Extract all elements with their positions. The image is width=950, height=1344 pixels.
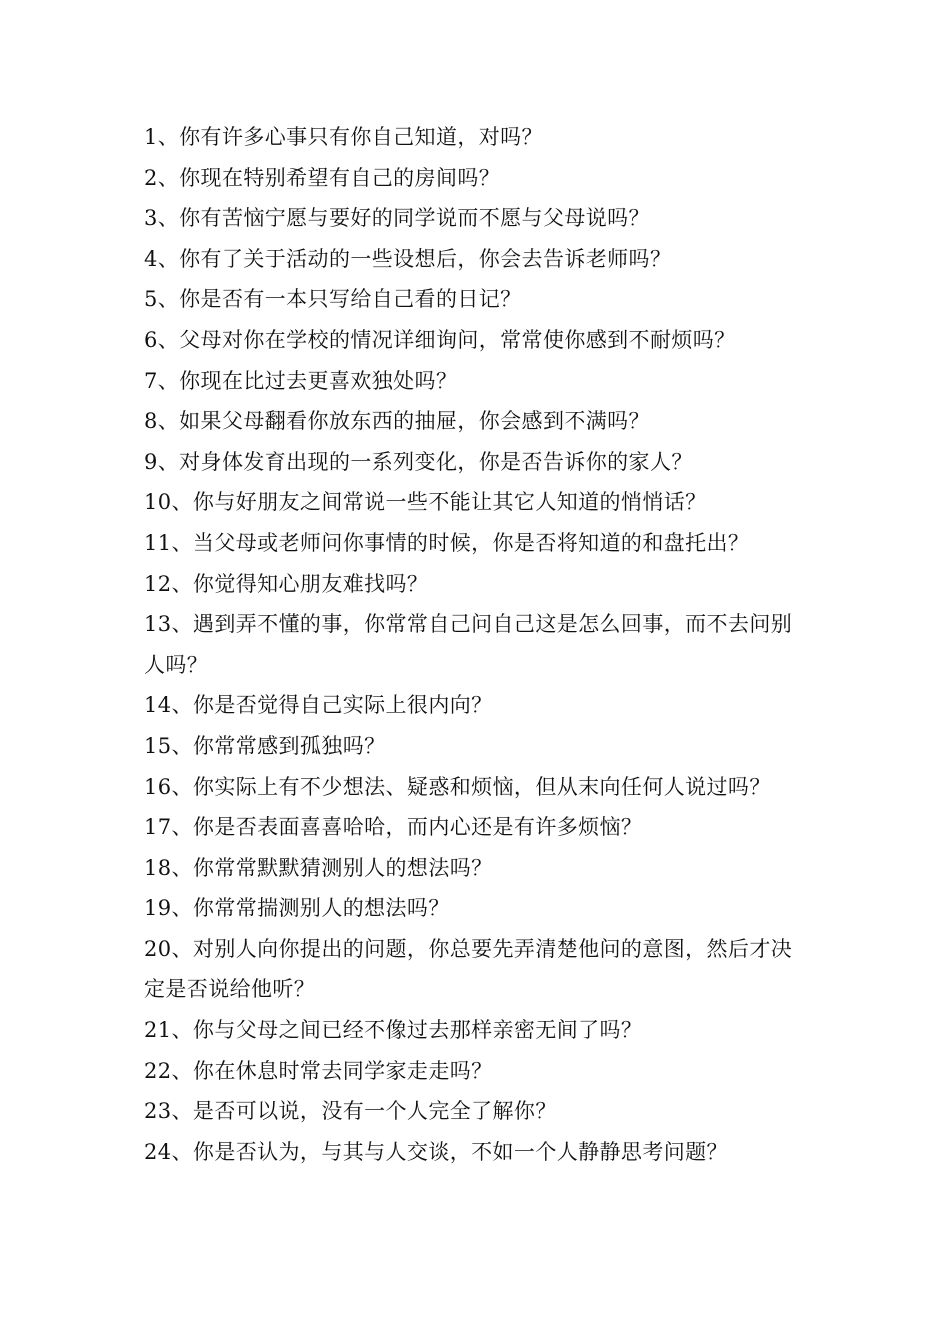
- question-item: 6、父母对你在学校的情况详细询问，常常使你感到不耐烦吗？: [144, 327, 736, 352]
- question-item: 1、你有许多心事只有你自己知道，对吗？: [144, 125, 543, 149]
- question-item: 12、你觉得知心朋友难找吗？: [144, 571, 429, 596]
- question-item: 14、你是否觉得自己实际上很内向？: [144, 693, 493, 718]
- question-item: 2、你现在特别希望有自己的房间吗？: [144, 165, 501, 190]
- question-item: 18、你常常默默猜测别人的想法吗？: [144, 855, 493, 880]
- question-item: 19、你常常揣测别人的想法吗？: [144, 896, 450, 921]
- question-item: 15、你常常感到孤独吗？: [144, 733, 386, 758]
- question-item: 20、对别人向你提出的问题，你总要先弄清楚他问的意图，然后才决定是否说给他听？: [144, 936, 793, 1002]
- question-item: 9、对身体发育出现的一系列变化，你是否告诉你的家人？: [144, 449, 693, 474]
- question-item: 10、你与好朋友之间常说一些不能让其它人知道的悄悄话？: [144, 490, 707, 515]
- question-item: 3、你有苦恼宁愿与要好的同学说而不愿与父母说吗？: [144, 206, 650, 231]
- question-item: 21、你与父母之间已经不像过去那样亲密无间了吗？: [144, 1018, 643, 1043]
- question-item: 7、你现在比过去更喜欢独处吗？: [144, 368, 458, 393]
- question-item: 22、你在休息时常去同学家走走吗？: [144, 1058, 493, 1083]
- question-item: 13、遇到弄不懂的事，你常常自己问自己这是怎么回事，而不去问别人吗？: [144, 612, 793, 677]
- question-item: 23、是否可以说，没有一个人完全了解你？: [144, 1099, 557, 1124]
- question-item: 24、你是否认为，与其与人交谈，不如一个人静静思考问题？: [144, 1139, 728, 1164]
- question-item: 5、你是否有一本只写给自己看的日记？: [144, 287, 522, 312]
- question-item: 4、你有了关于活动的一些设想后，你会去告诉老师吗？: [144, 246, 672, 271]
- question-item: 16、你实际上有不少想法、疑惑和烦恼，但从末向任何人说过吗？: [144, 774, 771, 799]
- question-list: [144, 117, 804, 1172]
- question-item: 17、你是否表面喜喜哈哈，而内心还是有许多烦恼？: [144, 815, 643, 840]
- question-item: 8、如果父母翻看你放东西的抽屉，你会感到不满吗？: [144, 409, 650, 434]
- question-item: 11、当父母或老师问你事情的时候，你是否将知道的和盘托出？: [144, 530, 750, 555]
